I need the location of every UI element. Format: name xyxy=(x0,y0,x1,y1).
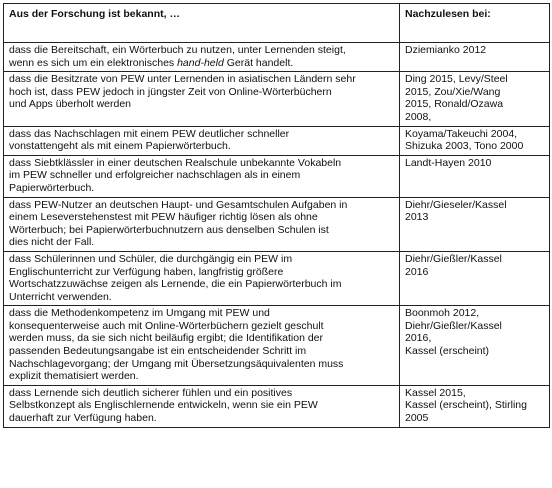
finding-line: dass die Besitzrate von PEW unter Lernenden in asiatischen Ländern sehr xyxy=(9,73,356,86)
table-row xyxy=(4,306,550,386)
finding-cell xyxy=(4,126,400,155)
table-row xyxy=(4,126,550,155)
finding-line: Wortschatzzuwächse zeigen als Lernende, die ein Papierwörterbuch im xyxy=(9,278,342,291)
finding-cell xyxy=(4,72,400,126)
finding-line: einem Leseverstehenstest mit PEW häufiger richtig lösen als ohne xyxy=(9,211,318,224)
source-cell xyxy=(400,251,550,305)
finding-line: im PEW schneller und erfolgreicher nachschlagen als in einem xyxy=(9,169,301,182)
finding-line: Unterricht verwenden. xyxy=(9,290,112,303)
source-line: Ding 2015, Levy/Steel xyxy=(405,73,508,86)
source-line: 2013 xyxy=(405,211,429,224)
source-line: Diehr/Gieseler/Kassel xyxy=(405,198,507,211)
research-findings-table xyxy=(3,3,550,428)
source-line: 2015, Ronald/Ozawa xyxy=(405,98,504,111)
source-line: Dziemianko 2012 xyxy=(405,44,487,56)
finding-cell xyxy=(4,43,400,72)
finding-line: dass das Nachschlagen mit einem PEW deutlicher schneller xyxy=(9,127,290,140)
finding-line: dass die Bereitschaft, ein Wörterbuch zu nutzen, unter Lernenden steigt, xyxy=(9,44,346,56)
finding-cell xyxy=(4,385,400,427)
table-row xyxy=(4,385,550,427)
source-line: 2016 xyxy=(405,265,429,278)
finding-cell xyxy=(4,306,400,386)
source-line: 2005 xyxy=(405,412,429,425)
source-line: Shizuka 2003, Tono 2000 xyxy=(405,140,524,153)
source-line: 2015, Zou/Xie/Wang xyxy=(405,85,501,98)
finding-line: vonstattengeht als mit einem Papierwörterbuch. xyxy=(9,140,231,153)
table-row xyxy=(4,155,550,197)
finding-line: dass Lernende sich deutlich sicherer fühlen und ein positives xyxy=(9,386,293,399)
emphasized-term: hand-held xyxy=(177,56,224,69)
finding-line: explizit thematisiert werden. xyxy=(9,370,139,383)
header-source: Nachzulesen bei: xyxy=(400,4,550,43)
finding-line: dauerhaft zur Verfügung haben. xyxy=(9,412,157,425)
table-header xyxy=(4,4,550,43)
source-cell xyxy=(400,197,550,251)
source-line: Kassel (erscheint), Stirling xyxy=(405,399,527,412)
finding-line: Wörterbuch; bei Papierwörterbuchnutzern aus denselben Schulen ist xyxy=(9,223,329,236)
source-cell xyxy=(400,155,550,197)
finding-line: dies nicht der Fall. xyxy=(9,236,95,249)
finding-line: dass PEW-Nutzer an deutschen Haupt- und Gesamtschulen Aufgaben in xyxy=(9,198,348,211)
source-line: Diehr/Gießler/Kassel xyxy=(405,319,502,332)
source-cell xyxy=(400,126,550,155)
finding-line: konsequenterweise auch mit Online-Wörterbüchern gezielt geschult xyxy=(9,319,324,332)
source-line: 2016, xyxy=(405,332,432,345)
finding-cell xyxy=(4,155,400,197)
source-cell xyxy=(400,43,550,72)
finding-line: passenden Bedeutungsangabe ist ein entscheidender Schritt im xyxy=(9,345,307,358)
source-line: Kassel (erscheint) xyxy=(405,345,490,358)
finding-line: dass Siebtklässler in einer deutschen Realschule unbekannte Vokabeln xyxy=(9,156,342,169)
source-cell xyxy=(400,306,550,386)
finding-line: Selbstkonzept als Englischlernende entwickeln, wenn sie ein PEW xyxy=(9,399,318,412)
table-row xyxy=(4,197,550,251)
finding-line: werden muss, da sie sich nicht beiläufig ergibt; die Identifikation der xyxy=(9,332,324,345)
table-body xyxy=(4,43,550,428)
table-row xyxy=(4,72,550,126)
finding-line: dass Schülerinnen und Schüler, die durchgängig ein PEW im xyxy=(9,252,293,265)
source-line: Kassel 2015, xyxy=(405,386,466,399)
finding-line: hoch ist, dass PEW jedoch in jüngster Zeit von Online-Wörterbüchern xyxy=(9,85,332,98)
source-line: Koyama/Takeuchi 2004, xyxy=(405,127,518,140)
finding-line: und Apps überholt werden xyxy=(9,98,132,111)
finding-line: wenn es sich um ein elektronisches hand-held Gerät handelt. xyxy=(9,56,294,69)
finding-line: dass die Methodenkompetenz im Umgang mit PEW und xyxy=(9,307,270,320)
table-row xyxy=(4,43,550,72)
source-line: Landt-Hayen 2010 xyxy=(405,156,492,169)
finding-line: Nachschlagevorgang; der Umgang mit Übersetzungsäquivalenten muss xyxy=(9,357,344,370)
header-row xyxy=(4,4,550,43)
header-finding: Aus der Forschung ist bekannt, … xyxy=(4,4,400,43)
source-cell xyxy=(400,72,550,126)
finding-line: Papierwörterbuch. xyxy=(9,181,95,194)
table-row xyxy=(4,251,550,305)
source-line: Boonmoh 2012, xyxy=(405,307,480,320)
finding-cell xyxy=(4,197,400,251)
source-cell xyxy=(400,385,550,427)
source-line: Diehr/Gießler/Kassel xyxy=(405,252,502,265)
finding-cell xyxy=(4,251,400,305)
source-line: 2008, xyxy=(405,110,432,123)
finding-line: Englischunterricht zur Verfügung haben, langfristig größere xyxy=(9,265,284,278)
